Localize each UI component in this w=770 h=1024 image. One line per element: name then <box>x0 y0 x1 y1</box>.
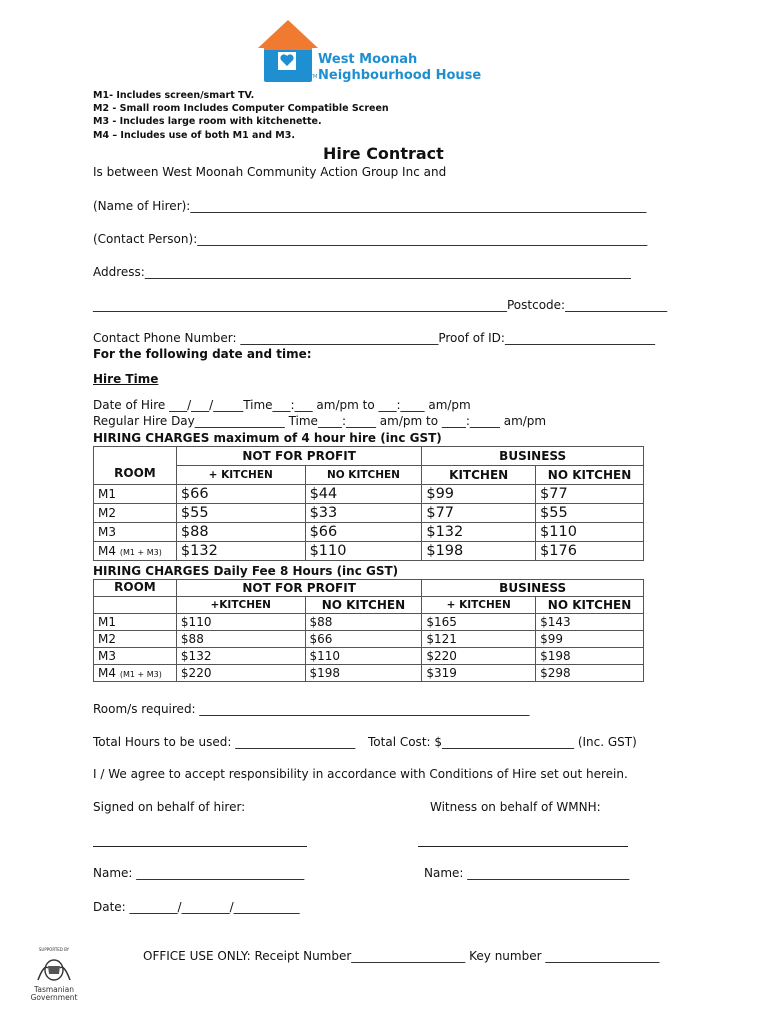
date-of-hire-field[interactable]: Date of Hire ___/___/_____Time___:___ am/pm to ___:____ am/pm <box>93 398 471 412</box>
table2-caption: HIRING CHARGES Daily Fee 8 Hours (inc GST) <box>93 564 399 578</box>
hirer-name-field[interactable]: Name: ____________________________ <box>93 866 305 880</box>
price-cell: $110 <box>536 523 644 542</box>
gov-line-2: Government <box>30 993 78 1002</box>
price-cell: $198 <box>422 542 536 561</box>
price-cell: $176 <box>536 542 644 561</box>
price-cell: $198 <box>305 665 422 682</box>
price-cell: $198 <box>536 648 644 665</box>
price-cell: $88 <box>176 523 305 542</box>
date-time-heading: For the following date and time: <box>93 347 312 361</box>
table2-col-header: NO KITCHEN <box>536 597 644 614</box>
contact-person-field[interactable]: (Contact Person):___________________________________________________________________________ <box>93 232 648 246</box>
table1-group-business: BUSINESS <box>422 447 644 466</box>
room-cell: M1 <box>98 615 116 629</box>
logo-line-2: Neighbourhood House <box>318 68 482 83</box>
table1-group-nfp: NOT FOR PROFIT <box>176 447 421 466</box>
price-cell: $44 <box>305 485 422 504</box>
logo-line-1: West Moonah <box>318 52 418 67</box>
signed-hirer-label: Signed on behalf of hirer: <box>93 800 246 814</box>
table2-col-header: + KITCHEN <box>422 597 536 614</box>
tasmanian-emblem-icon <box>26 954 82 982</box>
table2-col-header: +KITCHEN <box>176 597 305 614</box>
office-use-field[interactable]: OFFICE USE ONLY: Receipt Number___________________ Key number ___________________ <box>143 949 660 963</box>
tas-gov-logo <box>26 946 82 1002</box>
price-cell: $110 <box>305 648 422 665</box>
room-cell: M3 <box>98 649 116 663</box>
name-of-hirer-field[interactable]: (Name of Hirer):____________________________________________________________________________ <box>93 199 647 213</box>
gov-line-1: Tasmanian <box>34 985 74 994</box>
price-cell: $319 <box>422 665 536 682</box>
price-cell: $220 <box>176 665 305 682</box>
price-cell: $110 <box>305 542 422 561</box>
hirer-signature-line[interactable] <box>93 846 307 847</box>
date-field[interactable]: Date: ________/________/___________ <box>93 900 300 914</box>
price-cell: $33 <box>305 504 422 523</box>
intro-text: Is between West Moonah Community Action Group Inc and <box>93 165 447 179</box>
price-cell: $66 <box>305 523 422 542</box>
table-row <box>94 523 644 542</box>
table-row <box>94 504 644 523</box>
price-cell: $55 <box>176 504 305 523</box>
page-title: Hire Contract <box>323 144 444 163</box>
price-cell: $132 <box>422 523 536 542</box>
table1-caption: HIRING CHARGES maximum of 4 hour hire (inc GST) <box>93 431 442 445</box>
table2-room-header: ROOM <box>94 580 177 597</box>
room-cell: M4 <box>98 544 116 558</box>
price-cell: $77 <box>422 504 536 523</box>
price-cell: $99 <box>422 485 536 504</box>
contact-phone-field[interactable]: Contact Phone Number: _________________________________Proof of ID:_________________________ <box>93 331 655 345</box>
table-row <box>94 614 644 631</box>
rooms-note-m3: M3 - Includes large room with kitchenette. <box>93 116 322 128</box>
table2-col-header: NO KITCHEN <box>305 597 422 614</box>
hire-time-heading: Hire Time <box>93 372 159 386</box>
table-row <box>94 485 644 504</box>
table1-col-header: KITCHEN <box>422 466 536 485</box>
supported-by: SUPPORTED BY <box>38 947 70 952</box>
table-row <box>94 665 644 682</box>
price-cell: $110 <box>176 614 305 631</box>
room-note: (M1 + M3) <box>119 548 162 557</box>
table1-col-header: NO KITCHEN <box>305 466 422 485</box>
price-cell: $77 <box>536 485 644 504</box>
regular-hire-day-field[interactable]: Regular Hire Day_______________ Time____:_____ am/pm to ____:_____ am/pm <box>93 414 547 428</box>
table-4-hour-rates <box>93 446 644 561</box>
total-hours-field[interactable]: Total Hours to be used: ____________________ <box>93 735 356 749</box>
logo-tm: TM <box>310 74 318 80</box>
room-cell: M1 <box>98 487 116 501</box>
postcode-field[interactable]: _____________________________________________________________________Postcode:_________________ <box>93 298 668 312</box>
price-cell: $66 <box>176 485 305 504</box>
table2-group-nfp: NOT FOR PROFIT <box>176 580 421 597</box>
price-cell: $88 <box>176 631 305 648</box>
room-cell: M2 <box>98 506 116 520</box>
table2-group-business: BUSINESS <box>422 580 644 597</box>
room-cell: M2 <box>98 632 116 646</box>
table-daily-rates <box>93 579 644 682</box>
witness-label: Witness on behalf of WMNH: <box>430 800 601 814</box>
room-cell: M4 <box>98 666 116 680</box>
room-note: (M1 + M3) <box>119 670 162 679</box>
price-cell: $132 <box>176 648 305 665</box>
witness-name-field[interactable]: Name: ___________________________ <box>424 866 630 880</box>
table-row <box>94 631 644 648</box>
table1-col-header: NO KITCHEN <box>536 466 644 485</box>
rooms-note-m4: M4 – Includes use of both M1 and M3. <box>93 129 295 141</box>
rooms-note-m1: M1- Includes screen/smart TV. <box>93 90 255 101</box>
rooms-note <box>93 89 389 142</box>
price-cell: $132 <box>176 542 305 561</box>
room-cell: M3 <box>98 525 116 539</box>
price-cell: $121 <box>422 631 536 648</box>
address-field[interactable]: Address:_________________________________________________________________________________ <box>93 265 631 279</box>
table1-col-header: + KITCHEN <box>176 466 305 485</box>
price-cell: $55 <box>536 504 644 523</box>
price-cell: $88 <box>305 614 422 631</box>
rooms-note-m2: M2 - Small room Includes Computer Compatible Screen <box>93 103 389 115</box>
table-row <box>94 542 644 561</box>
price-cell: $66 <box>305 631 422 648</box>
price-cell: $143 <box>536 614 644 631</box>
witness-signature-line[interactable] <box>418 846 628 847</box>
price-cell: $165 <box>422 614 536 631</box>
price-cell: $220 <box>422 648 536 665</box>
total-cost-field[interactable]: Total Cost: $______________________ (Inc. GST) <box>368 735 637 749</box>
agreement-text: I / We agree to accept responsibility in accordance with Conditions of Hire set out herein. <box>93 767 628 781</box>
table-row <box>94 648 644 665</box>
table1-room-header: ROOM <box>94 447 177 485</box>
price-cell: $298 <box>536 665 644 682</box>
rooms-required-field[interactable]: Room/s required: _______________________________________________________ <box>93 702 530 716</box>
price-cell: $99 <box>536 631 644 648</box>
